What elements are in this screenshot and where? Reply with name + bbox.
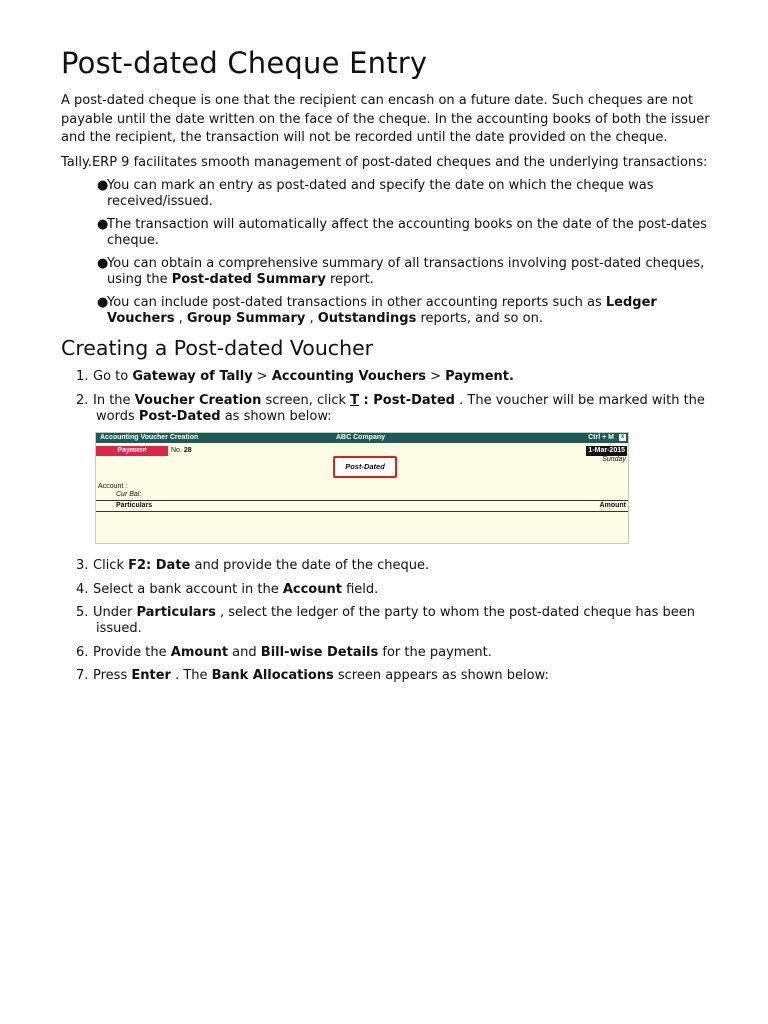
shortcut-label: Ctrl + M bbox=[588, 434, 614, 441]
list-item: ●The transaction will automatically affect the accounting books on the date of the post-dates cheque. bbox=[97, 217, 707, 248]
intro-paragraph: A post-dated cheque is one that the recipient can encash on a future date. Such cheques are not payable until the date written on the face of the cheque. In the accounting books of both the issuer and the recipient, the transaction will not be recorded until the date provided on the cheque. bbox=[61, 93, 710, 145]
list-item: ●You can include post-dated transactions in other accounting reports such as Ledger Vouchers , Group Summary , Outstandings reports, and so on. bbox=[97, 295, 657, 326]
step-item: 2. In the Voucher Creation screen, click T : Post-Dated . The voucher will be marked with the words Post-Dated as shown below: bbox=[76, 392, 705, 424]
bullet-icon: ● bbox=[97, 178, 109, 193]
list-item: ●You can mark an entry as post-dated and specify the date on which the cheque was received/issued. bbox=[97, 178, 654, 209]
outstandings-term: Outstandings bbox=[317, 311, 417, 326]
ledger-vouchers-term: Ledger Vouchers bbox=[107, 295, 657, 326]
close-icon[interactable]: x bbox=[620, 434, 625, 440]
step-item: 3. Click F2: Date and provide the date of the cheque. bbox=[76, 558, 430, 573]
list-item: ●You can obtain a comprehensive summary of all transactions involving post-dated cheques, using the Post-dated Summary report. bbox=[97, 256, 705, 287]
voucher-day: Sunday bbox=[602, 456, 626, 463]
current-balance-label: Cur Bal: bbox=[116, 491, 142, 498]
step-item: 5. Under Particulars , select the ledger of the party to whom the post-dated cheque has been issued. bbox=[76, 605, 696, 636]
document-page bbox=[61, 44, 711, 692]
section-heading: Creating a Post-dated Voucher bbox=[61, 336, 374, 360]
group-summary-term: Group Summary bbox=[186, 311, 306, 326]
voucher-date[interactable]: 1-Mar-2015 bbox=[588, 447, 625, 454]
voucher-number: No. 28 bbox=[171, 447, 192, 454]
voucher-type-label: Payment bbox=[96, 446, 168, 456]
divider bbox=[96, 511, 628, 512]
post-dated-summary-term: Post-dated Summary bbox=[171, 272, 326, 287]
company-name: ABC Company bbox=[336, 434, 386, 441]
shortcut-key: T bbox=[350, 392, 360, 408]
voucher-title-bar: Accounting Voucher Creation ABC Company Ctrl + M x bbox=[96, 433, 628, 443]
amount-column-header: Amount bbox=[599, 502, 626, 509]
divider bbox=[96, 500, 628, 501]
voucher-creation-screenshot bbox=[95, 432, 629, 544]
account-field-label[interactable]: Account : bbox=[98, 483, 128, 490]
page-title: Post-dated Cheque Entry bbox=[61, 46, 428, 80]
step-item: 7. Press Enter . The Bank Allocations screen appears as shown below: bbox=[76, 668, 549, 683]
step-item: 6. Provide the Amount and Bill-wise Details for the payment. bbox=[76, 644, 492, 660]
particulars-column-header: Particulars bbox=[116, 502, 153, 509]
bullet-icon: ● bbox=[97, 295, 109, 310]
step-item: 1. Go to Gateway of Tally > Accounting Vouchers > Payment. bbox=[76, 369, 514, 384]
feature-list bbox=[61, 178, 711, 327]
step-item: 4. Select a bank account in the Account field. bbox=[76, 581, 379, 597]
steps-list-continued bbox=[61, 558, 711, 684]
facilitates-paragraph: Tally.ERP 9 facilitates smooth management of post-dated cheques and the underlying transactions: bbox=[61, 154, 708, 170]
bullet-icon: ● bbox=[97, 217, 109, 232]
post-dated-badge: Post-Dated bbox=[333, 456, 397, 478]
steps-list bbox=[61, 369, 711, 425]
bullet-icon: ● bbox=[97, 256, 109, 271]
